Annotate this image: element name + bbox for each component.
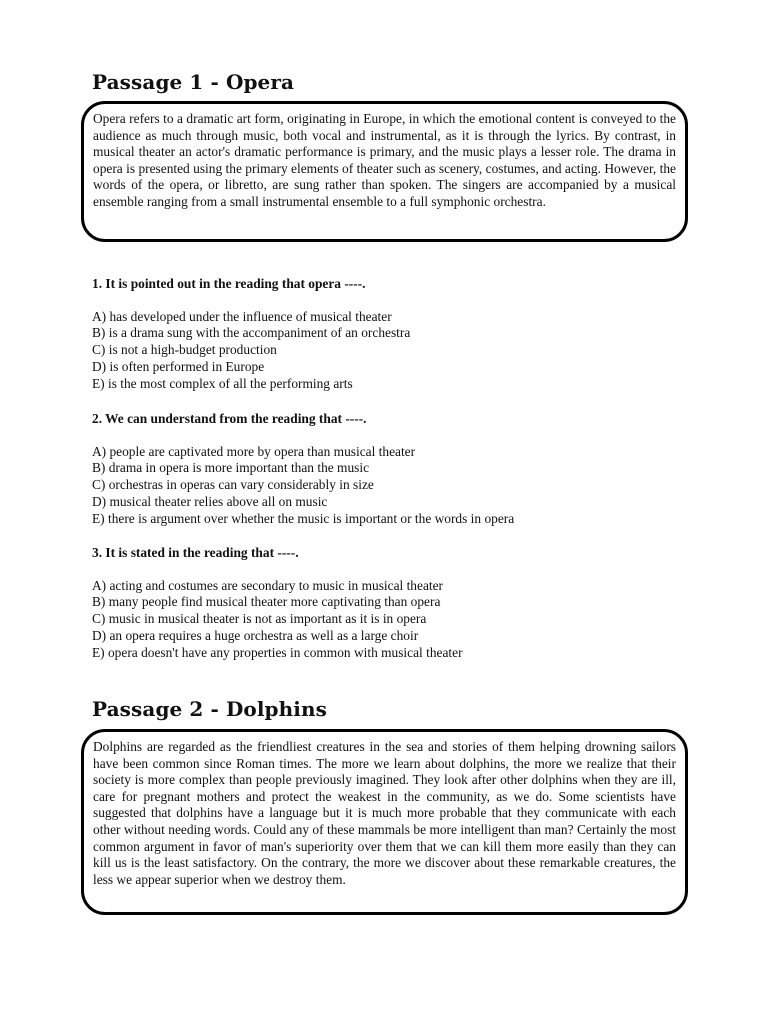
question-3-options: [92, 578, 692, 662]
question-3: [92, 545, 692, 661]
question-1-option-d: D) is often performed in Europe: [92, 358, 265, 374]
question-2-option-c: C) orchestras in operas can vary considerably in size: [92, 477, 374, 493]
question-2-option-e: E) there is argument over whether the music is important or the words in opera: [92, 510, 515, 526]
question-2-option-a: A) people are captivated more by opera than musical theater: [92, 443, 416, 459]
question-2-option-d: D) musical theater relies above all on music: [92, 493, 328, 509]
passage-2-title: Passage 2 - Dolphins: [92, 697, 327, 721]
passage-2-text: Dolphins are regarded as the friendliest creatures in the sea and stories of them helping drowning sailors have been common since Roman times. The more we learn about dolphins, the more we realize that their society is more complex than people previously imagined. They look after other dolphins when they are ill, care for pregnant mothers and protect the weakest in the community, as we do. Some scientists have suggested that dolphins have a language but it is much more probable that they communicate with each other without needing words. Could any of these mammals be more intelligent than man? Certainly the most common argument in favor of man's superiority over them that we can kill them more easily than they can kill us is the least satisfactory. On the contrary, the more we discover about these remarkable creatures, the less we appear superior when we destroy them.: [93, 739, 676, 887]
question-2-stem: 2. We can understand from the reading that ----.: [92, 411, 367, 426]
question-1-option-b: B) is a drama sung with the accompaniment of an orchestra: [92, 325, 411, 341]
passage-1-title: Passage 1 - Opera: [92, 70, 295, 94]
question-1-options: [92, 309, 692, 393]
question-3-option-d: D) an opera requires a huge orchestra as well as a large choir: [92, 627, 419, 643]
question-1-option-c: C) is not a high-budget production: [92, 342, 277, 358]
passage-2-box: [81, 729, 688, 915]
question-3-stem: 3. It is stated in the reading that ----.: [92, 545, 299, 560]
passage-1-text: Opera refers to a dramatic art form, originating in Europe, in which the emotional content is conveyed to the audience as much through music, both vocal and instrumental, as it is through the lyrics. By contrast, in musical theater an actor's dramatic performance is primary, and the music plays a lesser role. The drama in opera is presented using the primary elements of theater such as scenery, costumes, and acting. However, the words of the opera, or libretto, are sung rather than spoken. The singers are accompanied by a musical ensemble ranging from a small instrumental ensemble to a full symphonic orchestra.: [93, 111, 676, 209]
passage-1-box: [81, 101, 688, 242]
question-2-options: [92, 444, 692, 528]
question-1: [92, 276, 692, 392]
question-1-option-a: A) has developed under the influence of musical theater: [92, 308, 392, 324]
question-2-option-b: B) drama in opera is more important than the music: [92, 460, 370, 476]
question-3-option-b: B) many people find musical theater more captivating than opera: [92, 594, 441, 610]
question-1-option-e: E) is the most complex of all the performing arts: [92, 375, 353, 391]
question-1-stem: 1. It is pointed out in the reading that opera ----.: [92, 276, 366, 291]
question-3-option-a: A) acting and costumes are secondary to music in musical theater: [92, 577, 444, 593]
question-2: [92, 411, 692, 527]
question-3-option-e: E) opera doesn't have any properties in common with musical theater: [92, 644, 463, 660]
question-3-option-c: C) music in musical theater is not as important as it is in opera: [92, 611, 427, 627]
